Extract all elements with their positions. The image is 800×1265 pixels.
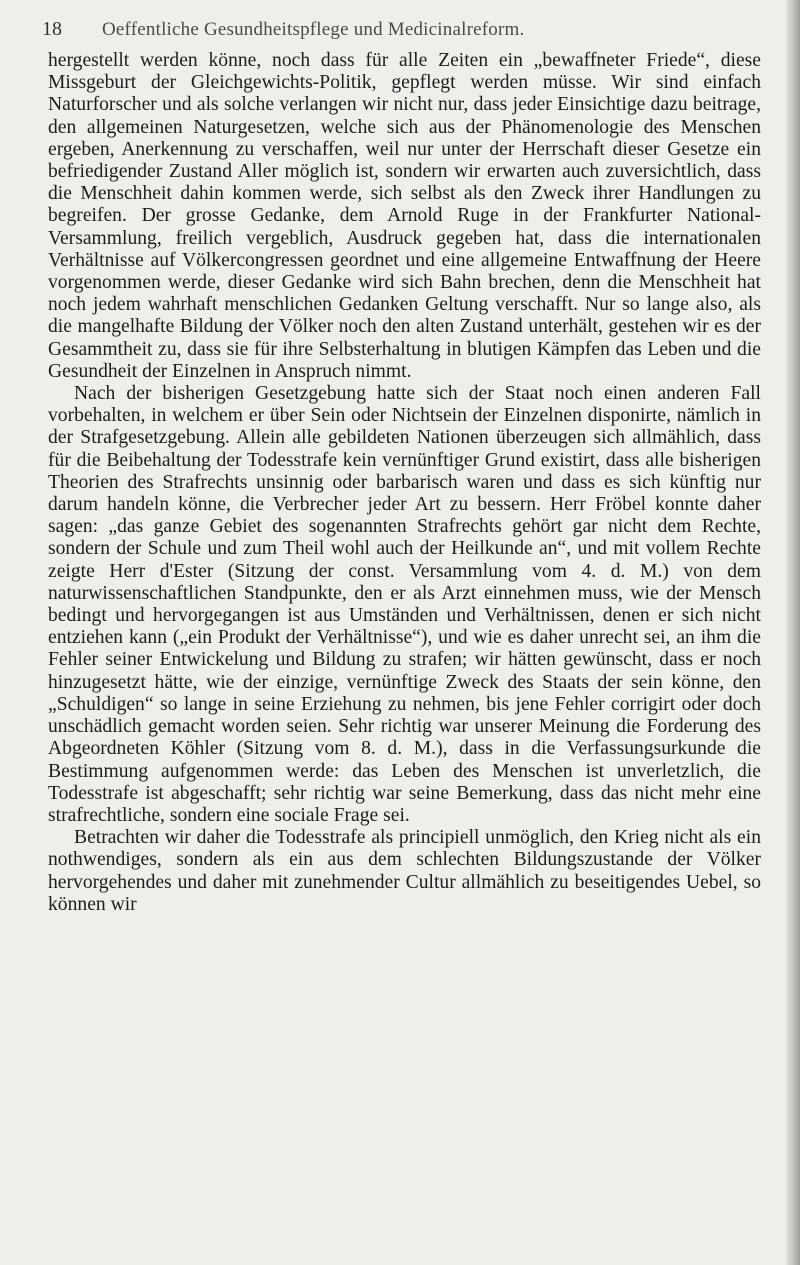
paragraph-1: hergestellt werden könne, noch dass für alle Zeiten ein „bewaffneter Friede“, diese Missgeburt der Gleichgewichts-Politik, gepflegt werden müsse. Wir sind einfach Naturforscher und als solche verlangen wir nicht nur, dass jeder Einsichtige dazu beitrage, den allgemeinen Naturgesetzen, welche sich aus der Phänomenologie des Menschen ergeben, Anerkennung zu verschaffen, weil nur unter der Herrschaft dieser Gesetze ein befriedigender Zustand Aller möglich ist, sondern wir erwarten auch zuversichtlich, dass die Menschheit dahin kommen werde, sich selbst als den Zweck ihrer Handlungen zu begreifen. Der grosse Gedanke, dem Arnold Ruge in der Frankfurter National-Versammlung, freilich vergeblich, Ausdruck gegeben hat, dass die internationalen Verhältnisse auf Völkercongressen geordnet und eine allgemeine Entwaffnung der Heere vorgenommen werde, dieser Gedanke wird sich Bahn brechen, denn die Menschheit hat noch jedem wahrhaft menschlichen Gedanken Geltung verschafft. Nur so lange also, als die mangelhafte Bildung der Völker noch den alten Zustand unterhält, gestehen wir es der Gesammtheit zu, dass sie für ihre Selbsterhaltung in blutigen Kämpfen das Leben und die Gesundheit der Einzelnen in Anspruch nimmt. — [48, 50, 761, 382]
page-number: 18 — [42, 18, 62, 40]
paragraph-2: Nach der bisherigen Gesetzgebung hatte sich der Staat noch einen anderen Fall vorbehalten, in welchem er über Sein oder Nichtsein der Einzelnen disponirte, nämlich in der Strafgesetzgebung. Allein alle gebildeten Nationen überzeugen sich allmählich, dass für die Beibehaltung der Todesstrafe kein vernünftiger Grund existirt, dass alle bisherigen Theorien des Strafrechts unsinnig oder barbarisch waren und dass es sich künftig nur darum handeln könne, die Verbrecher jeder Art zu bessern. Herr Fröbel konnte daher sagen: „das ganze Gebiet des sogenannten Strafrechts gehört gar nicht dem Rechte, sondern der Schule und zum Theil wohl auch der Heilkunde an“, und mit vollem Rechte zeigte Herr d'Ester (Sitzung der const. Versammlung vom 4. d. M.) von dem naturwissenschaftlichen Standpunkte, den er als Arzt einnehmen muss, wie der Mensch bedingt und hervorgegangen ist aus Umständen und Verhältnissen, denen er sich nicht entziehen kann („ein Produkt der Verhältnisse“), und wie es daher unrecht sei, an ihm die Fehler seiner Entwickelung und Bildung zu strafen; wir hätten gewünscht, dass er noch hinzugesetzt hätte, wie der einzige, vernünftige Zweck des Staats der sein könne, den „Schuldigen“ so lange in seine Erziehung zu nehmen, bis jene Fehler corrigirt oder doch unschädlich gemacht worden seien. Sehr richtig war unserer Meinung die Forderung des Abgeordneten Köhler (Sitzung vom 8. d. M.), dass in die Verfassungsurkunde die Bestimmung aufgenommen werde: das Leben des Menschen ist unverletzlich, die Todesstrafe ist abgeschafft; sehr richtig war seine Bemerkung, dass das nicht mehr eine strafrechtliche, sondern eine sociale Frage sei. — [48, 383, 761, 826]
page-edge-shadow — [786, 0, 800, 1265]
paragraph-3: Betrachten wir daher die Todesstrafe als principiell unmöglich, den Krieg nicht als ein nothwendiges, sondern als ein aus dem schlechten Bildungszustande der Völker hervorgehendes und daher mit zunehmender Cultur allmählich zu beseitigendes Uebel, so können wir — [48, 827, 761, 915]
page-header — [42, 18, 762, 48]
running-head: Oeffentliche Gesundheitspflege und Medicinalreform. — [102, 19, 525, 40]
body-text — [48, 50, 761, 916]
